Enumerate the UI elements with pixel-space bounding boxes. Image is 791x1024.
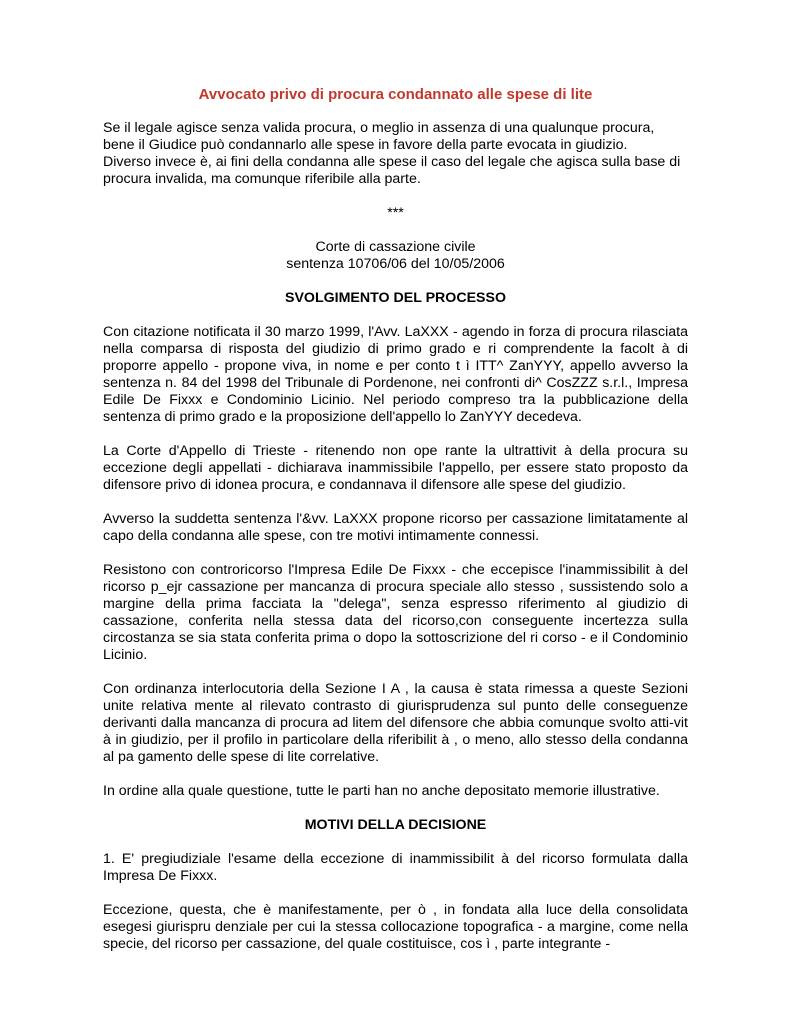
separator: *** <box>387 205 404 221</box>
intro-paragraph-2: Diverso invece è, ai fini della condanna alle spese il caso del legale che agisca sulla base di procura invalida, ma comunque riferibile alla parte. <box>103 154 681 187</box>
spacer <box>103 494 688 511</box>
spacer <box>103 800 688 817</box>
body-paragraph: Avverso la suddetta sentenza l'&vv. LaXXX propone ricorso per cassazione limitatamente al capo della condanna alle spese, con tre motivi intimamente connessi. <box>103 511 688 544</box>
spacer <box>103 273 688 290</box>
document-body <box>103 86 688 953</box>
spacer <box>103 766 688 783</box>
body-paragraph: Eccezione, questa, che è manifestamente, per ò , in fondata alla luce della consolidata esegesi giurispru denziale per cui la stessa collocazione topografica - a margine, come nella specie, del ricorso per cassazione, del quale costituisce, cos ì , parte integrante - <box>103 902 688 952</box>
spacer <box>103 188 688 205</box>
intro-paragraph-1: Se il legale agisce senza valida procura, o meglio in assenza di una qualunque procura, bene il Giudice può condannarlo alle spese in favore della parte evocata in giudizio. <box>103 120 655 153</box>
court-name: Corte di cassazione civile <box>315 239 476 255</box>
body-paragraph: Con ordinanza interlocutoria della Sezione I A , la causa è stata rimessa a queste Sezioni unite relativa mente al rilevato contrasto di giurisprudenza sul punto delle conseguenze derivanti dalla mancanza di procura ad litem del difensore che abbia comunque svolto atti-vit à in giudizio, per il profilo in particolare della riferibilit à , o meno, allo stesso della condanna al pa gamento delle spese di lite correlative. <box>103 681 688 765</box>
sentence-reference: sentenza 10706/06 del 10/05/2006 <box>286 256 505 272</box>
body-paragraph: 1. E' pregiudiziale l'esame della eccezione di inammissibilit à del ricorso formulata dalla Impresa De Fixxx. <box>103 851 688 884</box>
body-paragraph: La Corte d'Appello di Trieste - ritenendo non ope rante la ultrattivit à della procura su eccezione degli appellati - dichiarava inammissibile l'appello, per essere stato proposto da difensore privo di idonea procura, e condannava il difensore alle spese del giudizio. <box>103 443 688 493</box>
spacer <box>103 545 688 562</box>
spacer <box>103 307 688 324</box>
spacer <box>103 222 688 239</box>
body-paragraph: In ordine alla quale questione, tutte le parti han no anche depositato memorie illustrative. <box>103 783 660 799</box>
spacer <box>103 664 688 681</box>
document-title: Avvocato privo di procura condannato alle spese di lite <box>198 86 593 103</box>
section-heading-motivi: MOTIVI DELLA DECISIONE <box>304 817 487 833</box>
spacer <box>103 834 688 851</box>
spacer <box>103 885 688 902</box>
body-paragraph: Con citazione notificata il 30 marzo 1999, l'Avv. LaXXX - agendo in forza di procura rilasciata nella comparsa di risposta del giudizio di primo grado e ri comprendente la facolt à di proporre appello - propone viva, in nome e per conto t ì ITT^ ZanYYY, appello avverso la sentenza n. 84 del 1998 del Tribunale di Pordenone, nei confronti di^ CosZZZ s.r.l., Impresa Edile De Fixxx e Condominio Licinio. Nel periodo compreso tra la pubblicazione della sentenza di primo grado e la proposizione dell'appello lo ZanYYY decedeva. <box>103 324 688 425</box>
section-heading-svolgimento: SVOLGIMENTO DEL PROCESSO <box>285 290 506 306</box>
body-paragraph: Resistono con controricorso l'Impresa Edile De Fixxx - che eccepisce l'inammissibilit à del ricorso p_ejr cassazione per mancanza di procura speciale allo stesso , sussistendo solo a margine della prima facciata la "delega", senza espresso riferimento al giudizio di cassazione, conferita nella stessa data del ricorso,con conseguente incertezza sulla circostanza se sia stata conferita prima o dopo la sottoscrizione del ri corso - e il Condominio Licinio. <box>103 562 688 663</box>
spacer <box>103 426 688 443</box>
